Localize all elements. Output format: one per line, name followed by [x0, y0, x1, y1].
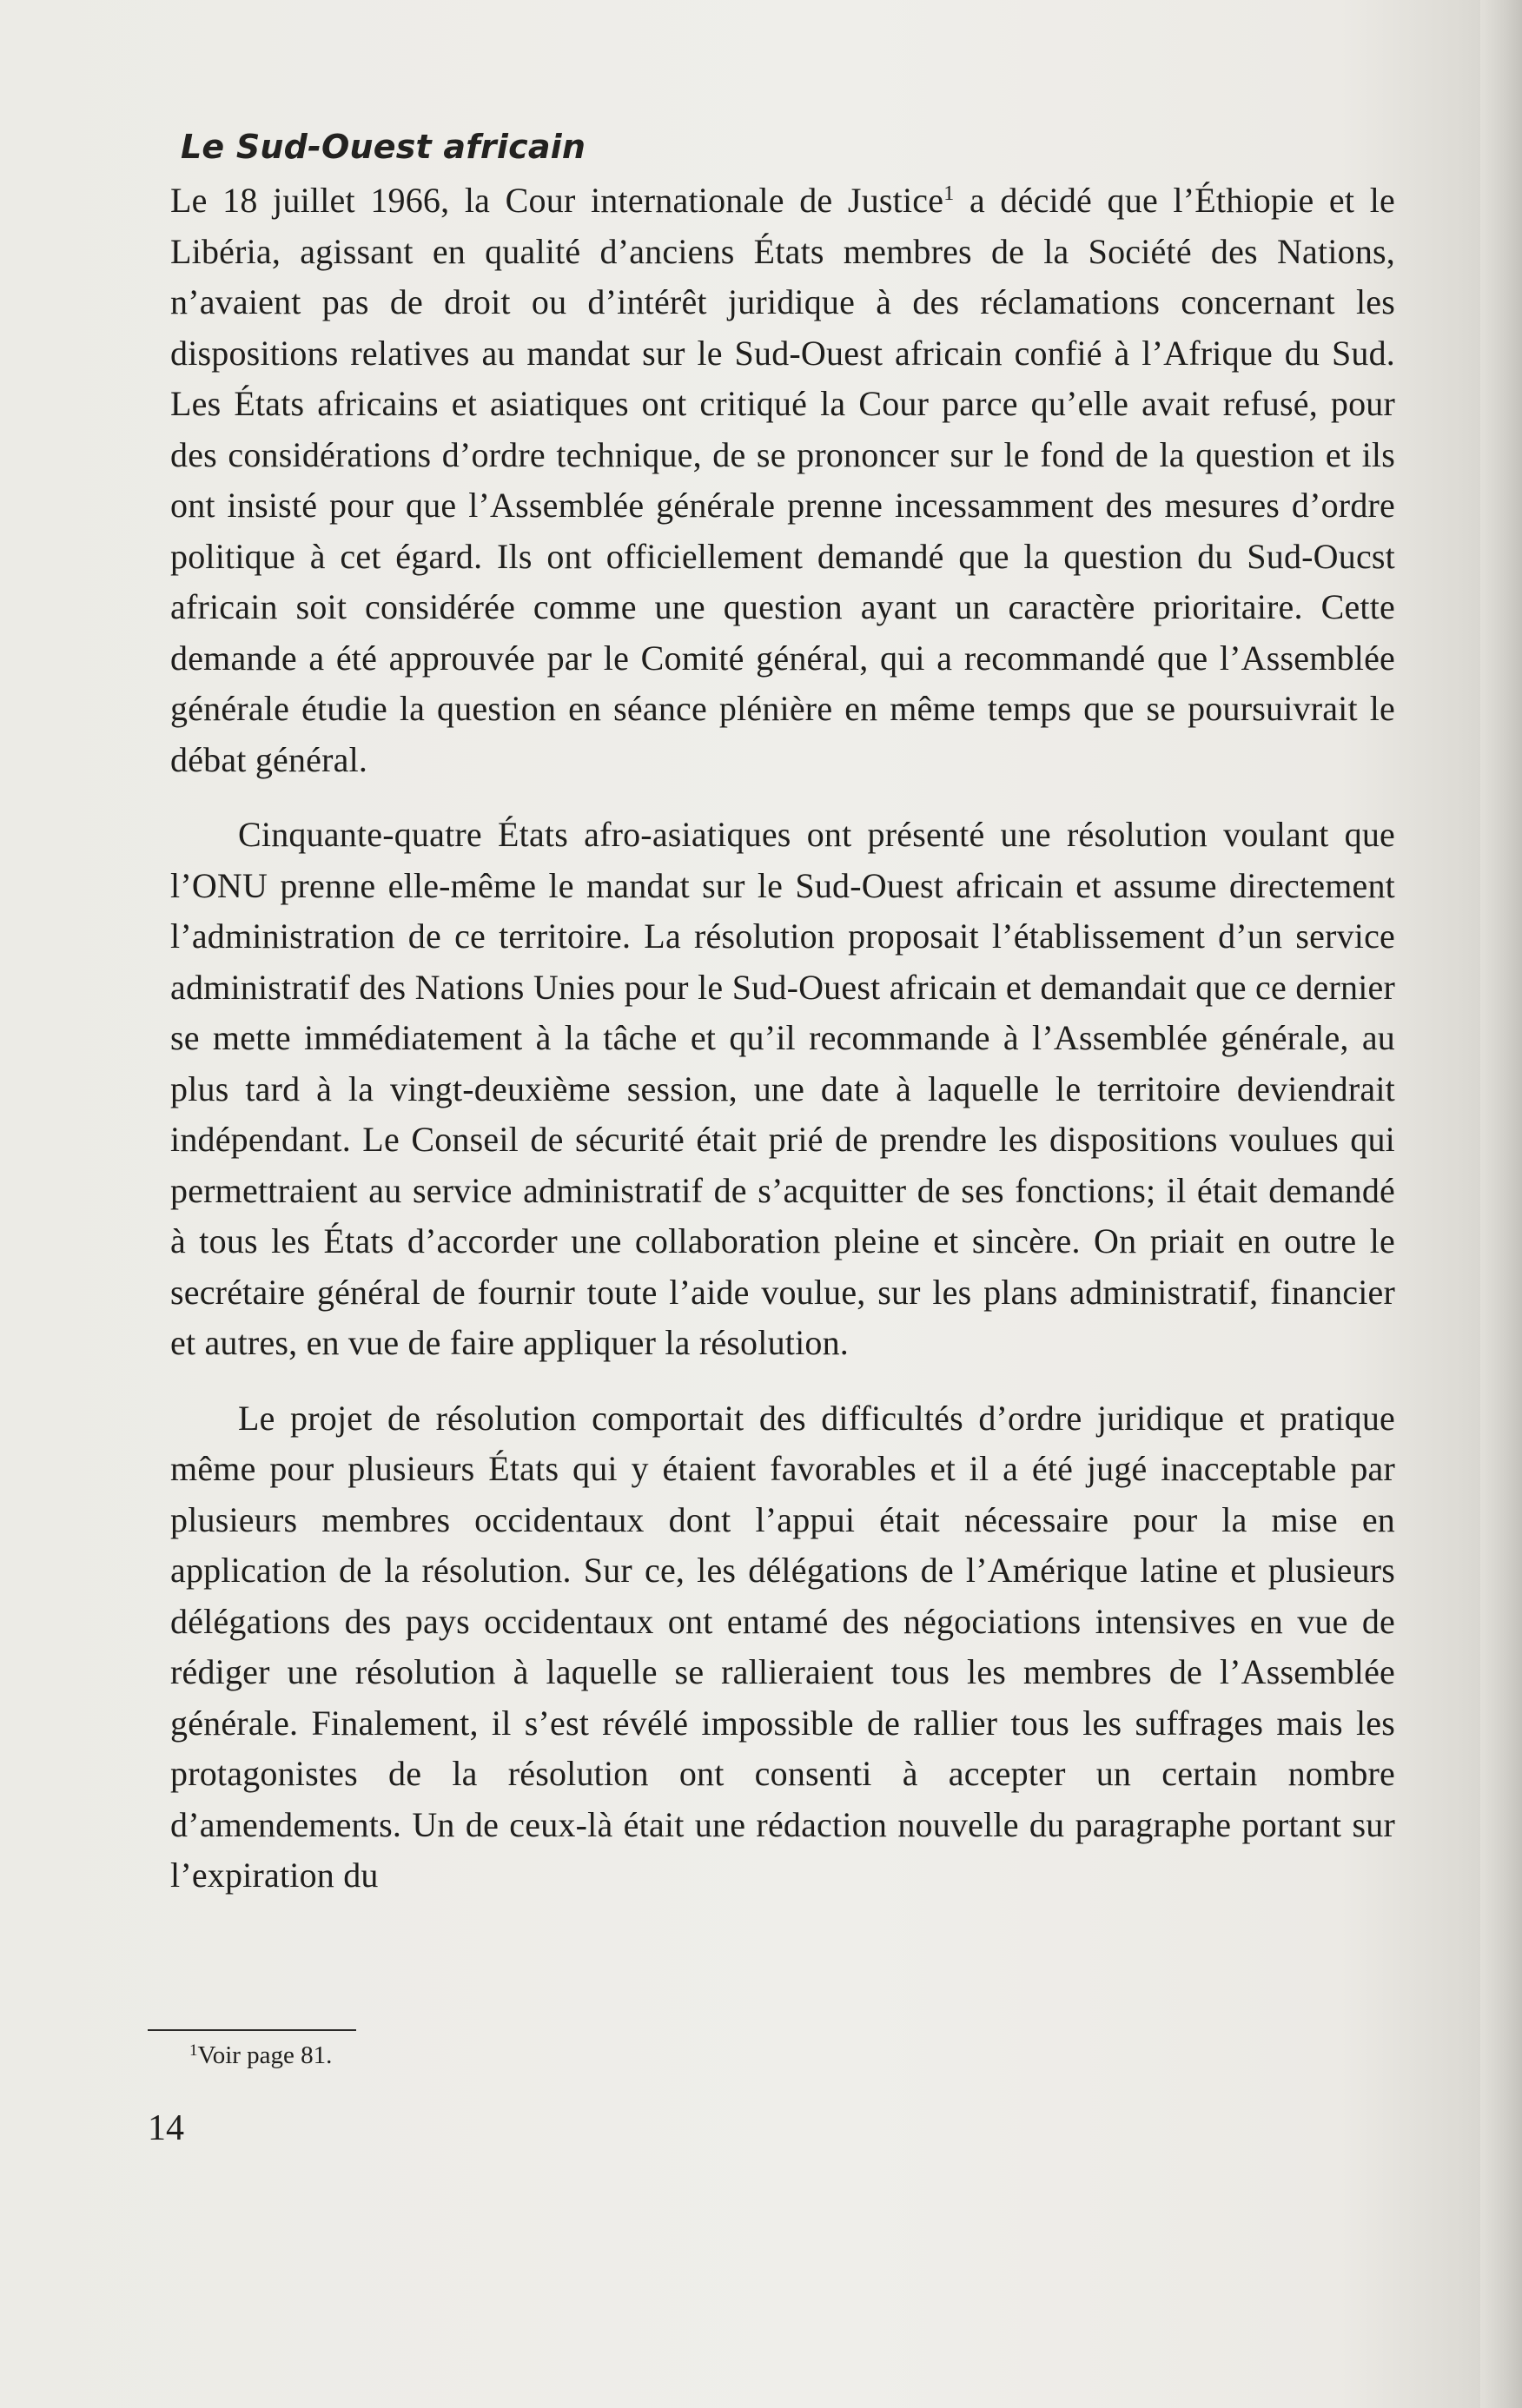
paragraph-1 [170, 175, 1395, 785]
footnote-text: Voir page 81. [197, 2041, 333, 2069]
footnote-reference: 1 [943, 182, 955, 205]
paragraph-1-text-start: Le 18 juillet 1966, la Cour internationale de Justice [170, 181, 944, 220]
footnote [189, 2041, 332, 2070]
footnote-marker: 1 [189, 2041, 198, 2060]
page-number: 14 [148, 2108, 184, 2148]
page-edge-shadow [1480, 0, 1522, 2408]
body-text [170, 122, 1395, 1926]
paragraph-3: Le projet de résolution comportait des difficultés d’ordre juridique et pratique même pour plusieurs États qui y étaient favorables et il a été jugé inacceptable par plusieurs membres occidentaux dont l’appui était nécessaire pour la mise en application de la résolution. Sur ce, les délégations de l’Amérique latine et plusieurs délégations des pays occidentaux ont entamé des négociations intensives en vue de rédiger une résolution à laquelle se rallieraient tous les membres de l’Assemblée générale. Finalement, il s’est révélé impossible de rallier tous les suffrages mais les protagonistes de la résolution ont consenti à accepter un certain nombre d’amendements. Un de ceux-là était une rédaction nouvelle du paragraphe portant sur l’expiration du [170, 1398, 1395, 1895]
paragraph-1-text-end: a décidé que l’Éthiopie et le Libéria, agissant en qualité d’anciens États membres de la Société des Nations, n’avaient pas de droit ou d’intérêt juridique à des réclamations concernant les dispositions relatives au mandat sur le Sud-Ouest africain confié à l’Afrique du Sud. Les États africains et asiatiques ont critiqué la Cour parce qu’elle avait refusé, pour des considérations d’ordre technique, de se prononcer sur le fond de la question et ils ont insisté pour que l’Assemblée générale prenne incessamment des mesures d’ordre politique à cet égard. Ils ont officiellement demandé que la question du Sud-Oucst africain soit considérée comme une question ayant un caractère prioritaire. Cette demande a été approuvée par le Comité général, qui a recommandé que l’Assemblée générale étudie la question en séance plénière en même temps que se poursuivrait le débat général. [170, 181, 1396, 779]
section-heading: Le Sud-Ouest africain [181, 128, 586, 166]
footnote-separator [148, 2029, 356, 2031]
paragraph-2: Cinquante-quatre États afro-asiatiques ont présenté une résolution voulant que l’ONU prenne elle-même le mandat sur le Sud-Ouest africain et assume directement l’administration de ce territoire. La résolution proposait l’établissement d’un service administratif des Nations Unies pour le Sud-Ouest africain et demandait que ce dernier se mette immédiatement à la tâche et qu’il recommande à l’Assemblée générale, au plus tard à la vingt-deuxième session, une date à laquelle le territoire deviendrait indépendant. Le Conseil de sécurité était prié de prendre les dispositions voulues qui permettraient au service administratif de s’acquitter de ses fonctions; il était demandé à tous les États d’accorder une collaboration pleine et sincère. On priait en outre le secrétaire général de fournir toute l’aide voulue, sur les plans administratif, financier et autres, en vue de faire appliquer la résolution. [170, 815, 1395, 1362]
